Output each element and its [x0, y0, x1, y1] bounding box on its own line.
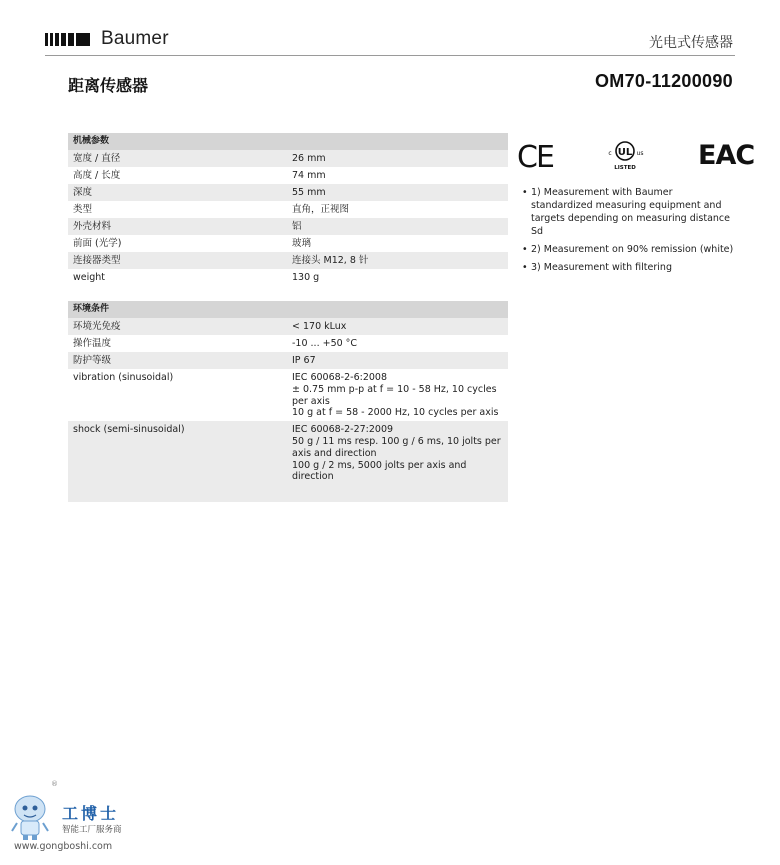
row-value: 连接头 M12, 8 针 [292, 255, 369, 266]
watermark-subtitle: 智能工厂服务商 [62, 825, 122, 835]
mechanical-data-table [68, 133, 508, 286]
row-value: IP 67 [292, 355, 316, 366]
row-label: 外壳材料 [73, 221, 112, 232]
row-value: IEC 60068-2-6:2008 ± 0.75 mm p-p at f = 10 - 58 Hz, 10 cycles per axis 10 g at f = 58 - 2000 Hz, 10 cycles per axis [292, 372, 499, 419]
row-label: vibration (sinusoidal) [73, 372, 174, 383]
table-heading: 机械参数 [68, 133, 508, 150]
row-label: 防护等级 [73, 355, 112, 366]
ul-listed-text: LISTED [614, 165, 636, 171]
table-row [68, 201, 508, 218]
header-divider [45, 55, 735, 56]
row-value: 26 mm [292, 153, 326, 164]
table-row [68, 167, 508, 184]
footnote-item: • 3) Measurement with filtering [522, 261, 737, 274]
table-row [68, 184, 508, 201]
row-value: < 170 kLux [292, 321, 347, 332]
row-label: 高度 / 长度 [73, 170, 121, 181]
table-row [68, 218, 508, 235]
row-label: 前面 (光学) [73, 238, 122, 249]
ul-us-text: us [636, 150, 644, 157]
row-value: 玻璃 [292, 238, 312, 249]
table-row [68, 335, 508, 352]
row-label: 连接器类型 [73, 255, 121, 266]
eac-mark-text: EAC [698, 140, 755, 171]
eac-mark-icon [698, 140, 754, 171]
row-label: 环境光免疫 [73, 321, 121, 332]
table-row [68, 235, 508, 252]
row-label: shock (semi-sinusoidal) [73, 424, 185, 436]
ul-listed-icon [606, 139, 644, 171]
table-row [68, 252, 508, 269]
row-label: weight [73, 272, 106, 283]
brand-name: Baumer [101, 28, 169, 49]
watermark-title: 工博士 [62, 804, 120, 823]
table-filler-row [68, 485, 508, 502]
row-label: 类型 [73, 204, 93, 215]
row-value: 55 mm [292, 187, 326, 198]
product-category: 光电式传感器 [649, 35, 733, 51]
footnote-item: • 2) Measurement on 90% remission (white) [522, 243, 737, 256]
footnote-item: • 1) Measurement with Baumer standardized measuring equipment and targets depending on measuring distance Sd [522, 186, 737, 238]
model-number: OM70-11200090 [594, 71, 733, 91]
table-row [68, 421, 508, 485]
ul-mark-text: UL [617, 147, 633, 158]
row-label: 宽度 / 直径 [73, 153, 121, 164]
row-value: 130 g [292, 272, 320, 283]
row-value: 74 mm [292, 170, 326, 181]
table-row [68, 150, 508, 167]
row-value: -10 ... +50 °C [292, 338, 358, 349]
environment-data-table [68, 301, 508, 502]
registered-mark: ® [51, 780, 58, 788]
table-row [68, 369, 508, 421]
table-row [68, 318, 508, 335]
ul-c-text: c [608, 150, 612, 157]
table-heading: 环境条件 [68, 301, 508, 318]
row-value: 直角，正视图 [292, 204, 350, 215]
row-label: 操作温度 [73, 338, 112, 349]
row-value: 铝 [292, 221, 302, 232]
ce-mark-icon: CE [517, 140, 553, 175]
table-row [68, 269, 508, 286]
footnotes-list [522, 186, 737, 279]
baumer-logo-icon [45, 31, 95, 48]
table-row [68, 352, 508, 369]
page-title: 距离传感器 [68, 76, 149, 95]
row-value: IEC 60068-2-27:2009 50 g / 11 ms resp. 100 g / 6 ms, 10 jolts per axis and direction 100 g / 2 ms, 5000 jolts per axis and direction [292, 424, 501, 483]
watermark-url: www.gongboshi.com [14, 841, 113, 852]
row-label: 深度 [73, 187, 93, 198]
